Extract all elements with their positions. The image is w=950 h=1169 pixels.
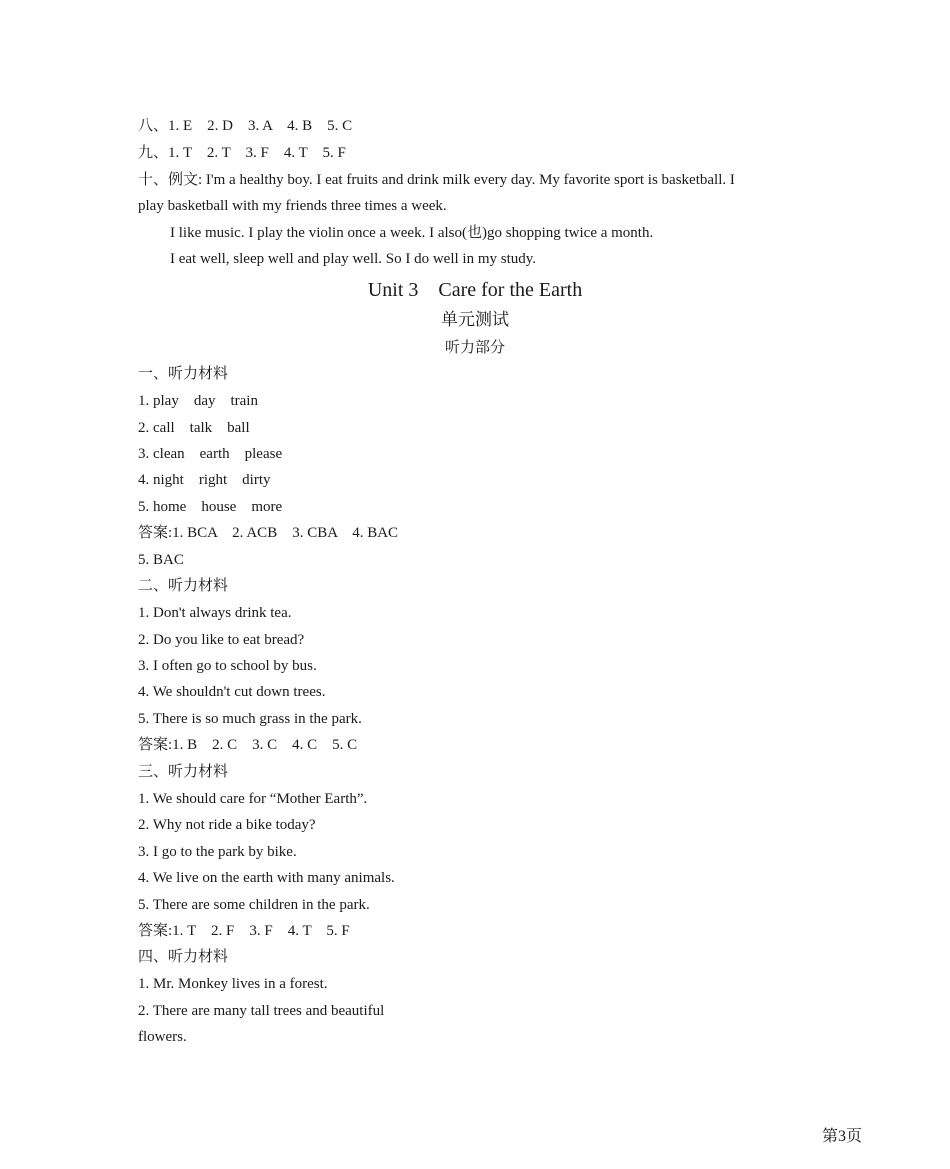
list-item: 4. We shouldn't cut down trees. — [138, 684, 326, 700]
page-number: 第3页 — [821, 1128, 862, 1145]
answer-line-9: 九、1. T 2. T 3. F 4. T 5. F — [138, 145, 346, 161]
part4-heading: 四、听力材料 — [138, 949, 229, 965]
sample-essay-line-1: 十、例文: I'm a healthy boy. I eat fruits and drink milk every day. My favorite sport is basketball. I — [138, 172, 735, 188]
list-item: 5. There is so much grass in the park. — [138, 711, 362, 727]
answer-line-8: 八、1. E 2. D 3. A 4. B 5. C — [138, 118, 353, 134]
list-item: 4. We live on the earth with many animals. — [138, 870, 395, 886]
sample-essay-line-4: I eat well, sleep well and play well. So I do well in my study. — [170, 251, 537, 267]
part3-heading: 三、听力材料 — [138, 764, 229, 780]
part2-heading: 二、听力材料 — [138, 578, 229, 594]
list-item: 5. home house more — [138, 499, 283, 515]
list-item: 1. We should care for “Mother Earth”. — [138, 791, 368, 807]
section-title: 听力部分 — [444, 340, 505, 356]
part1-heading: 一、听力材料 — [138, 366, 229, 382]
list-item: 2. Why not ride a bike today? — [138, 817, 316, 833]
list-item: 3. clean earth please — [138, 446, 283, 462]
list-item: 1. Mr. Monkey lives in a forest. — [138, 976, 328, 992]
list-item: 3. I often go to school by bus. — [138, 658, 317, 674]
part2-answer: 答案:1. B 2. C 3. C 4. C 5. C — [138, 737, 358, 753]
list-item: 3. I go to the park by bike. — [138, 844, 297, 860]
list-item: 1. Don't always drink tea. — [138, 605, 292, 621]
part1-answer-cont: 5. BAC — [138, 552, 184, 568]
part3-answer: 答案:1. T 2. F 3. F 4. T 5. F — [138, 923, 350, 939]
list-item: 2. Do you like to eat bread? — [138, 632, 305, 648]
list-item: 2. There are many tall trees and beautiful — [138, 1003, 385, 1019]
list-item: 4. night right dirty — [138, 472, 271, 488]
sample-essay-line-3: I like music. I play the violin once a week. I also(也)go shopping twice a month. — [170, 225, 654, 241]
unit-subtitle: 单元测试 — [441, 310, 509, 329]
part1-answer: 答案:1. BCA 2. ACB 3. CBA 4. BAC — [138, 525, 399, 541]
sample-essay-line-2: play basketball with my friends three times a week. — [138, 198, 447, 214]
list-item: 5. There are some children in the park. — [138, 897, 370, 913]
list-item: 1. play day train — [138, 393, 258, 409]
unit-title: Unit 3 Care for the Earth — [367, 279, 583, 301]
list-item: flowers. — [138, 1029, 187, 1045]
list-item: 2. call talk ball — [138, 420, 250, 436]
